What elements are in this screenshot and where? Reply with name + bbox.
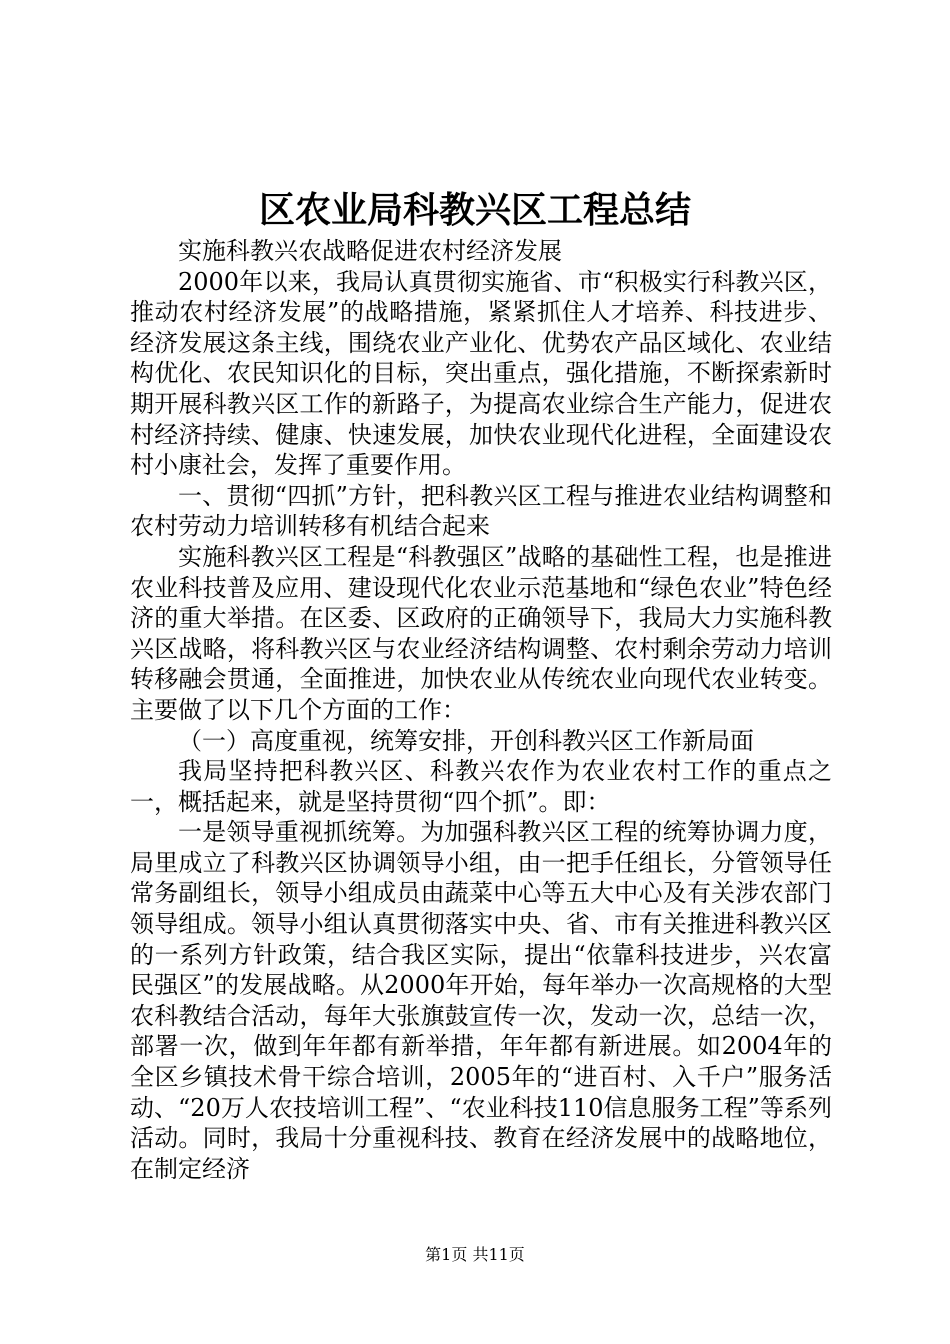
body-paragraph: 我局坚持把科教兴区、科教兴农作为农业农村工作的重点之一，概括起来，就是坚持贯彻“四个抓”。即： bbox=[130, 757, 832, 816]
subtitle-paragraph: 实施科教兴农战略促进农村经济发展 bbox=[178, 237, 562, 265]
page-number-footer: 第1页 共11页 bbox=[425, 1245, 525, 1264]
body-paragraph: 实施科教兴区工程是“科教强区”战略的基础性工程，也是推进农业科技普及应用、建设现代化农业示范基地和“绿色农业”特色经济的重大举措。在区委、区政府的正确领导下，我局大力实施科教兴区战略，将科教兴区与农业经济结构调整、农村剩余劳动力培训转移融会贯通，全面推进，加快农业从传统农业向现代农业转变。主要做了以下几个方面的工作： bbox=[130, 542, 832, 724]
body-paragraph: 2000年以来，我局认真贯彻实施省、市“积极实行科教兴区，推动农村经济发展”的战略措施，紧紧抓住人才培养、科技进步、经济发展这条主线，围绕农业产业化、优势农产品区域化、农业结构优化、农民知识化的目标，突出重点，强化措施，不断探索新时期开展科教兴区工作的新路子，为提高农业综合生产能力，促进农村经济持续、健康、快速发展，加快农业现代化进程，全面建设农村小康社会，发挥了重要作用。 bbox=[130, 267, 832, 480]
document-body bbox=[130, 236, 832, 1184]
section-heading: 一、贯彻“四抓”方针，把科教兴区工程与推进农业结构调整和农村劳动力培训转移有机结合起来 bbox=[130, 481, 832, 541]
body-paragraph: 一是领导重视抓统筹。为加强科教兴区工程的统筹协调力度，局里成立了科教兴区协调领导小组，由一把手任组长，分管领导任常务副组长，领导小组成员由蔬菜中心等五大中心及有关涉农部门领导组成。领导小组认真贯彻落实中央、省、市有关推进科教兴区的一系列方针政策，结合我区实际，提出“依靠科技进步，兴农富民强区”的发展战略。从2000年开始，每年举办一次高规格的大型农科教结合活动，每年大张旗鼓宣传一次，发动一次，总结一次，部署一次，做到年年都有新举措，年年都有新进展。如2004年的全区乡镇技术骨干综合培训，2005年的“进百村、入千户”服务活动、“20万人农技培训工程”、“农业科技110信息服务工程”等系列活动。同时，我局十分重视科技、教育在经济发展中的战略地位，在制定经济 bbox=[130, 818, 832, 1183]
subsection-heading: （一）高度重视，统筹安排，开创科教兴区工作新局面 bbox=[178, 726, 754, 755]
document-title: 区农业局科教兴区工程总结 bbox=[258, 189, 691, 231]
